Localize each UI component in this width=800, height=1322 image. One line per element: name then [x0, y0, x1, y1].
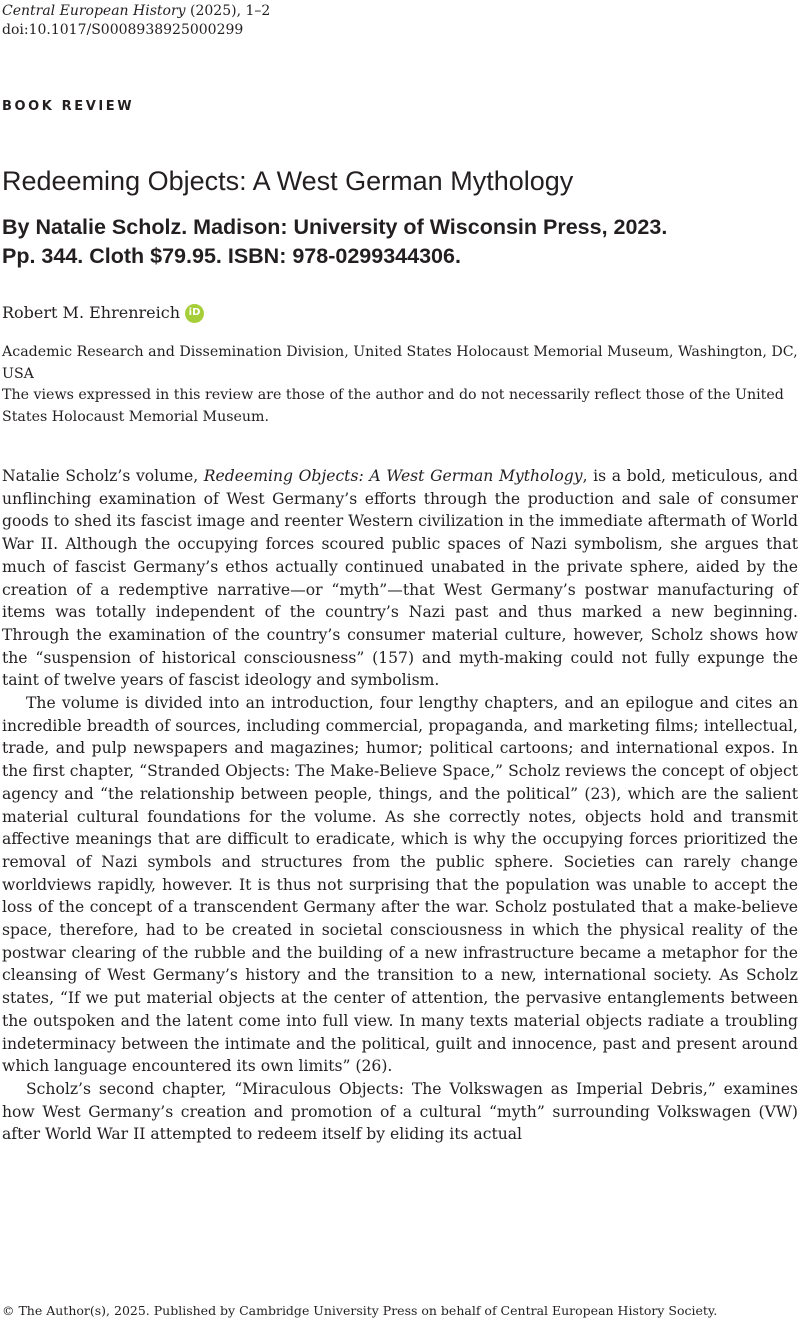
- journal-name: Central European History: [2, 3, 186, 19]
- copyright-footer: © The Author(s), 2025. Published by Cambridge University Press on behalf of Central European History Society.: [2, 1303, 718, 1318]
- affiliation-block: [2, 342, 798, 428]
- paragraph-3: Scholz’s second chapter, “Miraculous Objects: The Volkswagen as Imperial Debris,” examines how West Germany’s creation and promotion of a cultural “myth” surrounding Volkswagen (VW) after World War II attempted to redeem itself by eliding its actual: [2, 1079, 798, 1144]
- review-body: [2, 465, 798, 1146]
- disclaimer: The views expressed in this review are those of the author and do not necessarily reflect those of the United States Holocaust Memorial Museum.: [2, 387, 784, 425]
- section-label: BOOK REVIEW: [2, 99, 135, 114]
- orcid-icon[interactable]: iD: [185, 304, 204, 323]
- paragraph-1: [2, 465, 798, 692]
- journal-citation: [2, 2, 270, 21]
- paragraph-1-rest: , is a bold, meticulous, and unflinching examination of West Germany’s efforts through the production and sale of consumer goods to shed its fascist image and reenter Western civilization in the immediate aftermath of World War II. Although the occupying forces scoured public spaces of Nazi symbolism, she argues that much of fascist Germany’s ethos actually continued unabated in the private sphere, aided by the creation of a redemptive narrative—or “myth”—that West Germany’s postwar manufacturing of items was totally independent of the country’s Nazi past and thus marked a new beginning. Through the examination of the country’s consumer material culture, however, Scholz shows how the “suspension of historical consciousness” (157) and myth-making could not fully expunge the taint of twelve years of fascist ideology and symbolism.: [2, 467, 798, 690]
- doi[interactable]: doi:10.1017/S0008938925000299: [2, 22, 244, 38]
- book-citation: [2, 213, 798, 271]
- paragraph-1-start: Natalie Scholz’s volume,: [2, 467, 204, 485]
- author: [2, 301, 204, 325]
- author-name[interactable]: Robert M. Ehrenreich: [2, 303, 181, 322]
- article-title: Redeeming Objects: A West German Mythology: [2, 166, 574, 196]
- running-header: [2, 2, 270, 40]
- paragraph-2: The volume is divided into an introduction, four lengthy chapters, and an epilogue and cites an incredible breadth of sources, including commercial, propaganda, and marketing films; intellectual, trade, and pulp newspapers and magazines; humor; political cartoons; and international expos. In the first chapter, “Stranded Objects: The Make-Believe Space,” Scholz reviews the concept of object agency and “the relationship between people, things, and the political” (23), which are the salient material cultural foundations for the volume. As she correctly notes, objects hold and transmit affective meanings that are difficult to eradicate, which is why the occupying forces prioritized the removal of Nazi symbols and structures from the public sphere. Societies can rarely change worldviews rapidly, however. It is thus not surprising that the population was unable to accept the loss of the concept of a transcendent Germany after the war. Scholz postulated that a make-believe space, therefore, had to be created in societal consciousness in which the physical reality of the postwar clearing of the rubble and the building of a new infrastructure became a metaphor for the cleansing of West Germany’s history and the transition to a new, international society. As Scholz states, “If we put material objects at the center of attention, the pervasive entanglements between the outspoken and the latent come into full view. In many texts material objects radiate a troubling indeterminacy between the intimate and the political, guilt and innocence, past and present around which language encountered its own limits” (26).: [2, 694, 798, 1076]
- journal-year-pages: (2025), 1–2: [185, 3, 271, 19]
- affiliation: Academic Research and Dissemination Division, United States Holocaust Memorial Museum, Washington, DC, USA: [2, 344, 798, 382]
- book-title-italic: Redeeming Objects: A West German Mythology: [203, 467, 583, 485]
- citation-line-2: Pp. 344. Cloth $79.95. ISBN: 978-0299344306.: [2, 244, 461, 268]
- citation-line-1: By Natalie Scholz. Madison: University of Wisconsin Press, 2023.: [2, 215, 668, 239]
